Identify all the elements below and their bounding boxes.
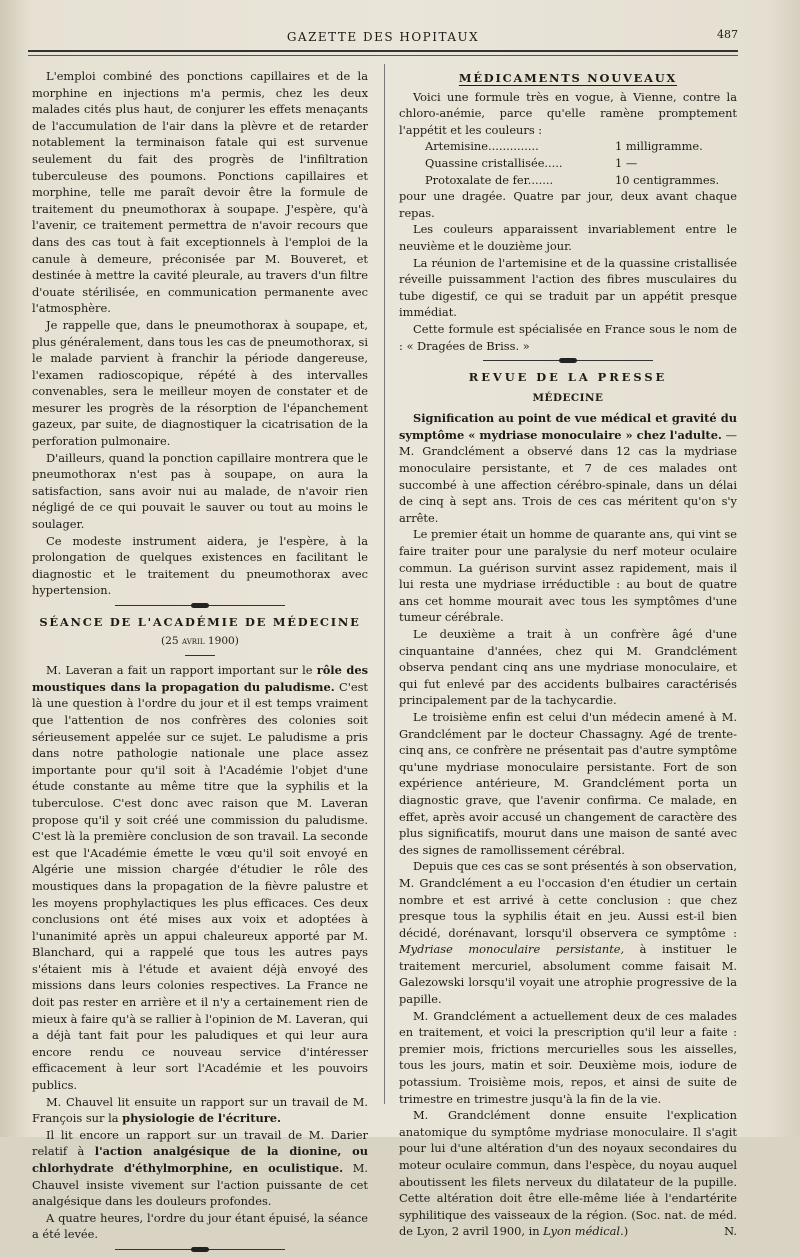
- text-run: C'est là une question à l'ordre du jour et il est temps vraiment que l'attention de nos confrères des colonies soit sérieusement appelée sur ce sujet. Le paludisme a pris dans notre pathologie nationale une place assez importante pour qu'il soit à l'Académie l'objet d'une étude constante au même titre que la syphilis et la tuberculose. C'est donc avec raison que M. Laveran propose qu'il y soit créé une commission du paludisme. C'est là la première conclusion de son travail. La seconde est que l'Académie émette le vœu qu'il soit envoyé en Algérie une mission chargée d'étudier le rôle des moustiques dans la propagation de la fièvre palustre et les moyens prophylactiques les plus efficaces. Ces deux conclusions ont été mises aux voix et adoptées à l'unanimité après un appui chaleureux apporté par M. Blanchard, qui a rappelé que tous les autres pays s'étaient mis à l'étude et avaient déjà envoyé des missions dans leurs colonies respectives. La France ne doit pas rester en arrière et il n'y a certainement rien de mieux à faire qu'à se rallier à l'opinion de M. Laveran, qui a déjà tant fait pour les paludiques et qui leur aura encore rendu ce nouveau service d'intéresser efficacement à leur sort l'Académie et les pouvoirs publics.: [32, 679, 368, 1093]
- ingredient: Artemisine..............: [425, 139, 539, 154]
- section-date: (25 avril 1900): [161, 634, 239, 647]
- text-run: Il lit encore un rapport sur un travail de M. Darier relatif à: [32, 1127, 368, 1159]
- bold-run: rôle des moustiques dans la propagation du paludisme.: [32, 663, 369, 694]
- right-column: [399, 68, 737, 1240]
- paragraph: Cette formule est spécialisée en France sous le nom de : « Dragées de Briss. »: [399, 321, 737, 353]
- paragraph: L'emploi combiné des ponctions capillaires et de la morphine en injections m'a permis, chez les deux malades cités plus haut, de conjurer les effets menaçants de l'accumulation de l'air dans la plèvre et de retarder notablement la terminaison fatale qui est survenue seulement du fait des progrès de l'infiltration tuberculeuse des poumons. Ponctions capillaires et morphine, telle me paraît devoir être la formule de traitement du pneumothorax à soupape. J'espère, qu'à l'avenir, ce traitement permettra de n'avoir recours que dans des cas tout à fait exceptionnels à l'emploi de la canule à demeure, préconisée par M. Bouveret, et destinée à mettre la cavité pleurale, au travers d'un filtre d'ouate stérilisée, en communication permanente avec l'atmosphère.: [32, 69, 368, 316]
- formula-row: [425, 138, 737, 155]
- text-run: — M. Grandclément a observé dans 12 cas la mydriase monoculaire persistante, et 7 de ces malades ont succombé à une affection cérébro-spinale, dans un délai de cinq à sept ans. Trois de ces cas méritent qu'on s'y arrête.: [399, 427, 737, 525]
- ingredient: Protoxalate de fer.......: [425, 172, 554, 187]
- short-rule: [185, 655, 215, 656]
- section-subtitle-medecine: MÉDECINE: [532, 391, 604, 404]
- paragraph: [32, 1094, 368, 1127]
- bold-run: physiologie de l'écriture.: [122, 1111, 282, 1126]
- text-run: Depuis que ces cas se sont présentés à son observation, M. Grandclément a eu l'occasion d'en étudier un certain nombre et est arrivé à cette conclusion : que chez presque tous la syphilis était en jeu. Aussi est-il bien décidé, dorénavant, lorsqu'il observera ce symptôme :: [399, 859, 737, 940]
- paragraph: [399, 410, 737, 526]
- page-number: 487: [717, 28, 738, 41]
- paragraph: [32, 1127, 368, 1210]
- italic-run: Mydriase monoculaire persistante,: [399, 942, 625, 957]
- paragraph: [399, 858, 737, 1007]
- paragraph: La réunion de l'artemisine et de la quassine cristallisée réveille puissamment l'action des fibres musculaires du tube digestif, ce qui se traduit par un appétit presque immédiat.: [399, 255, 737, 320]
- paragraph: [399, 1107, 737, 1240]
- paragraph: D'ailleurs, quand la ponction capillaire montrera que le pneumothorax n'est pas à soupape, on aura la satisfaction, sans avoir nui au malade, de n'avoir rien négligé de ce qui pouvait le sauver ou tout au moins le soulager.: [32, 450, 368, 532]
- paragraph: Le premier était un homme de quarante ans, qui vint se faire traiter pour une paralysie du nerf moteur oculaire commun. La guérison survint assez rapidement, mais il lui resta une mydriase irréductible : au bout de quatre ans cet homme mourait avec tous les symptômes d'une tumeur cérébrale.: [399, 527, 737, 625]
- formula-table: [425, 138, 737, 188]
- ornamental-divider: [483, 360, 653, 361]
- formula-row: [425, 155, 737, 172]
- text-run: M. Grandclément donne ensuite l'explication anatomique du symptôme mydriase monoculaire. Il s'agit pour lui d'une altération d'un des noyaux secondaires du moteur oculaire commun, dans l'espèce, du noyau auquel aboutissent les filets nerveux du dilatateur de la pupille. Cette altération doit être elle-même liée à l'endartérite syphilitique des vaisseaux de la région. (Soc. nat. de méd. de Lyon, 2 avril 1900, in: [399, 1108, 737, 1239]
- text-run: M. Chauvel lit ensuite un rapport sur un travail de M. François sur la: [32, 1094, 368, 1126]
- paragraph: A quatre heures, l'ordre du jour étant épuisé, la séance a été levée.: [32, 1210, 368, 1242]
- paragraph: Ce modeste instrument aidera, je l'espère, à la prolongation de quelques existences en facilitant le diagnostic et le traitement du pneumothorax avec hypertension.: [32, 533, 368, 598]
- ornamental-divider: [115, 605, 285, 606]
- italic-run: Lyon médical.: [543, 1224, 624, 1239]
- page-header: [28, 28, 738, 52]
- text-run: M. Laveran a fait un rapport important sur le: [46, 663, 317, 678]
- bold-run: l'action analgésique de la dionine, ou chlorhydrate d'éthylmorphine, en oculistique.: [32, 1144, 369, 1175]
- section-title-revue: REVUE DE LA PRESSE: [468, 370, 668, 385]
- section-title-medicaments: MÉDICAMENTS NOUVEAUX: [458, 71, 678, 85]
- ingredient: Quassine cristallisée.....: [425, 155, 563, 170]
- ornamental-divider: [115, 1249, 285, 1250]
- paragraph: Le deuxième a trait à un confrère âgé d'une cinquantaine d'années, chez qui M. Grandclément observa pendant cinq ans une mydriase monoculaire, et qui fut enlevé par des accidents bulbaires caractérisés principalement par de la tachycardie.: [399, 627, 737, 708]
- journal-title: GAZETTE DES HOPITAUX: [286, 30, 480, 44]
- left-column: [32, 68, 368, 1258]
- paragraph: Je rappelle que, dans le pneumothorax à soupape, et, plus généralement, dans tous les cas de pneumothorax, si le malade parvient à franchir la période dangereuse, l'examen radioscopique, répété à des intervalles convenables, sera le meilleur moyen de constater et de mesurer les progrès de la résorption de l'épanchement gazeux, par suite, de diagnostiquer la cicatrisation de la perforation pulmonaire.: [32, 317, 368, 449]
- bold-run: Signification au point de vue médical et gravité du symptôme « mydriase monoculaire » chez l'adulte.: [399, 411, 737, 442]
- paragraph: Le troisième enfin est celui d'un médecin amené à M. Grandclément par le docteur Chassagny. Agé de trente-cinq ans, ce confrère ne présentait pas d'autre symptôme qu'une mydriase monoculaire persistante. Fort de son expérience antérieure, M. Grandclément porta un diagnostic grave, que l'avenir confirma. Ce malade, en effet, après avoir accusé un changement de caractère des plus significatifs, mourut dans une maison de santé avec des signes de ramollissement cérébral.: [399, 709, 737, 857]
- author-signature: N.: [724, 1224, 737, 1239]
- text-run: M. Chauvel insiste vivement sur l'action puissante de cet analgésique dans les douleurs profondes.: [32, 1161, 368, 1209]
- column-separator: [384, 64, 385, 1104]
- paragraph: Les couleurs apparaissent invariablement entre le neuvième et le douzième jour.: [399, 222, 737, 253]
- dose: 1 milligramme.: [615, 139, 703, 154]
- dose: 1 —: [615, 155, 638, 170]
- dose: 10 centigrammes.: [615, 172, 720, 187]
- paragraph: Voici une formule très en vogue, à Vienne, contre la chloro-anémie, parce qu'elle ramène promptement l'appétit et les couleurs :: [399, 89, 737, 137]
- text-run: à instituer le traitement mercuriel, absolument comme faisait M. Galezowski lorsqu'il voyait une atrophie progressive de la papille.: [399, 942, 737, 1007]
- formula-row: [425, 172, 737, 189]
- text-run: ): [623, 1224, 629, 1239]
- section-title-seance: SÉANCE DE L'ACADÉMIE DE MÉDECINE: [39, 615, 361, 629]
- paragraph: [32, 662, 368, 1093]
- paragraph: pour une dragée. Quatre par jour, deux avant chaque repas.: [399, 189, 737, 220]
- header-rule-thin: [28, 55, 738, 56]
- header-rule-thick: [28, 50, 738, 52]
- paragraph: M. Grandclément a actuellement deux de ces malades en traitement, et voici la prescription qu'il leur a faite : premier mois, frictions mercurielles sous les aisselles, tous les jours, matin et soir. Deuxième mois, iodure de potassium. Troisième mois, repos, et ainsi de suite de trimestre en trimestre jusqu'à la fin de la vie.: [399, 1008, 737, 1106]
